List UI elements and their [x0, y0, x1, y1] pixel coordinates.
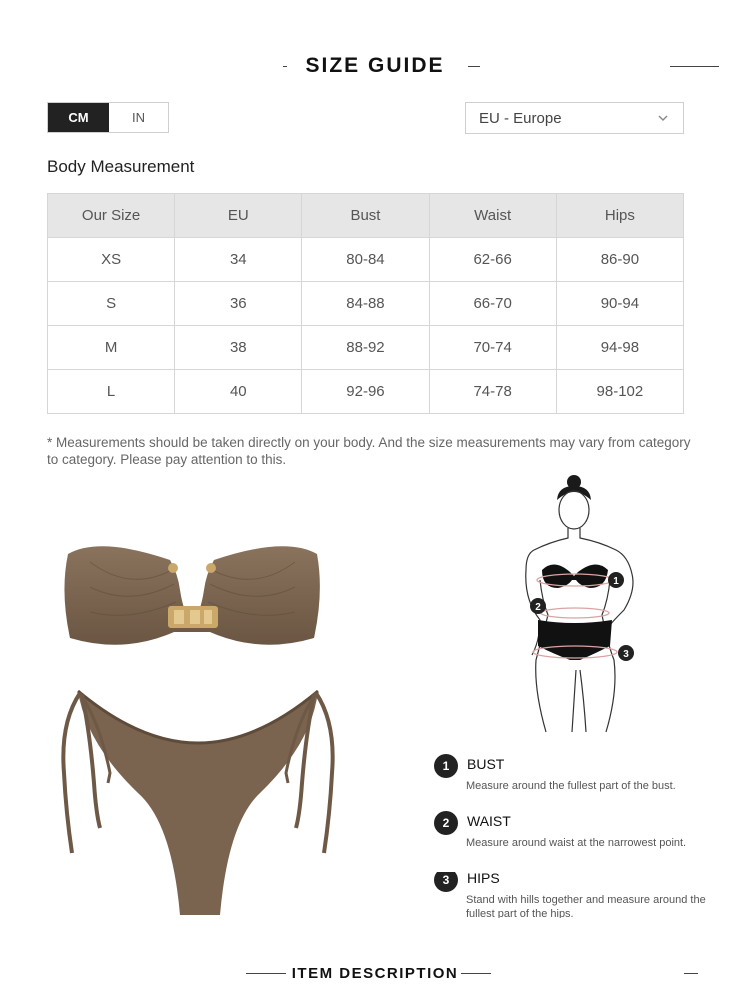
table-row [48, 238, 684, 282]
table-cell: 90-94 [556, 282, 683, 326]
table-cell: 94-98 [556, 326, 683, 370]
table-cell: 70-74 [429, 326, 556, 370]
legend-number-badge: 3 [434, 872, 458, 892]
table-cell: 74-78 [429, 370, 556, 414]
table-header-cell: Hips [556, 194, 683, 238]
table-cell: 92-96 [302, 370, 429, 414]
legend-description: Measure around waist at the narrowest point. [466, 837, 687, 849]
legend-item-waist [434, 811, 734, 856]
footer-title: ITEM DESCRIPTION [291, 965, 459, 982]
svg-text:1: 1 [613, 576, 619, 587]
page-title: SIZE GUIDE [305, 54, 445, 77]
unit-in-button[interactable]: IN [109, 103, 168, 132]
legend-label: WAIST [467, 813, 511, 829]
table-header-cell: Waist [429, 194, 556, 238]
header-rule-right-long [670, 66, 719, 67]
legend-description: Stand with hills together and measure around the fullest part of the hips. [466, 894, 706, 918]
footer-rule-far-right [684, 973, 698, 974]
region-select[interactable] [465, 102, 684, 134]
table-cell: 36 [175, 282, 302, 326]
table-row [48, 326, 684, 370]
footer-rule-right [461, 973, 491, 974]
table-cell: L [48, 370, 175, 414]
table-row [48, 370, 684, 414]
section-title: Body Measurement [47, 157, 195, 176]
table-cell: 62-66 [429, 238, 556, 282]
product-image-bikini-bottom [50, 683, 345, 923]
header-rule-right-short [468, 66, 480, 67]
table-header-cell: Our Size [48, 194, 175, 238]
legend-number-badge: 2 [434, 811, 458, 835]
region-select-value: EU - Europe [479, 109, 562, 127]
unit-cm-button[interactable]: CM [48, 103, 109, 132]
table-header-cell: Bust [302, 194, 429, 238]
table-row [48, 282, 684, 326]
table-cell: 38 [175, 326, 302, 370]
measurement-note: * Measurements should be taken directly on your body. And the size measurements may vary from category to category. Please pay attention to this. [47, 435, 691, 467]
svg-text:2: 2 [535, 602, 541, 613]
legend-number-badge: 1 [434, 754, 458, 778]
size-table [47, 193, 684, 414]
table-cell: M [48, 326, 175, 370]
legend-item-bust [434, 754, 734, 799]
svg-text:3: 3 [623, 649, 629, 660]
body-measurement-figure [510, 470, 660, 742]
table-cell: 84-88 [302, 282, 429, 326]
table-cell: S [48, 282, 175, 326]
table-cell: 86-90 [556, 238, 683, 282]
legend-label: BUST [467, 756, 505, 772]
chevron-down-icon [657, 112, 669, 124]
legend-label: HIPS [467, 872, 500, 886]
table-cell: XS [48, 238, 175, 282]
product-image-bikini-top [60, 532, 325, 652]
table-cell: 80-84 [302, 238, 429, 282]
legend-clip [430, 872, 730, 918]
table-cell: 66-70 [429, 282, 556, 326]
table-cell: 88-92 [302, 326, 429, 370]
table-cell: 98-102 [556, 370, 683, 414]
table-header-row [48, 194, 684, 238]
legend-description: Measure around the fullest part of the bust. [466, 780, 676, 792]
legend-item-hips [434, 872, 730, 918]
table-cell: 34 [175, 238, 302, 282]
unit-toggle [47, 102, 169, 133]
table-header-cell: EU [175, 194, 302, 238]
table-cell: 40 [175, 370, 302, 414]
